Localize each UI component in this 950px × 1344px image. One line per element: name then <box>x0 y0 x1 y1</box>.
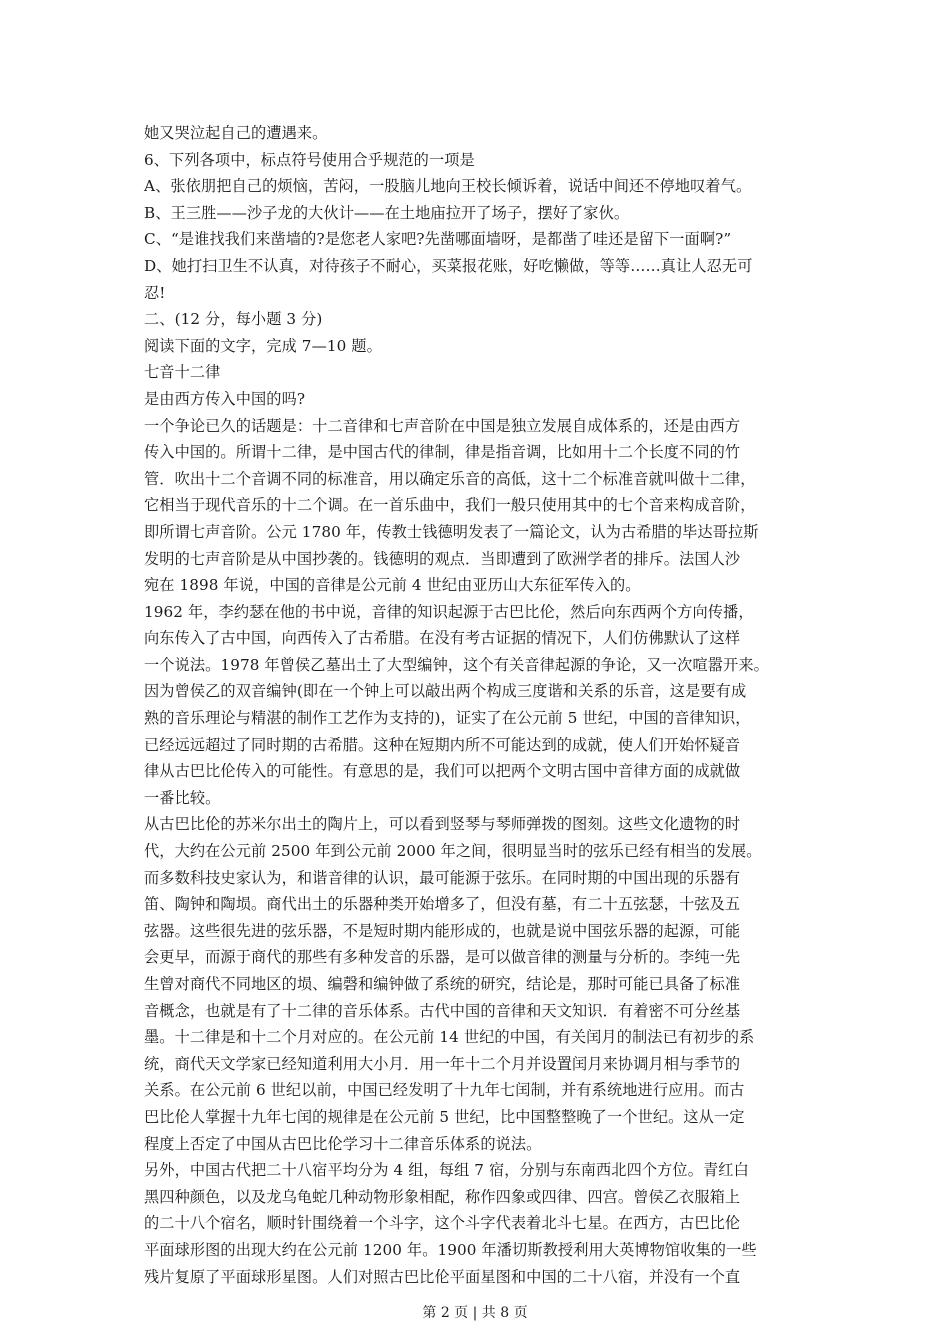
text-line: 二、(12 分，每小题 3 分) <box>144 310 323 329</box>
text-line: 忍! <box>144 283 166 302</box>
text-line: 阅读下面的文字，完成 7—10 题。 <box>144 336 382 355</box>
text-line: 统，商代天文学家已经知道利用大小月．用一年十二个月并设置闰月来协调月相与季节的 <box>144 1054 741 1073</box>
page-footer <box>0 1303 950 1323</box>
text-line: A、张依朋把自己的烦恼，苦闷，一股脑儿地向王校长倾诉着，说话中间还不停地叹着气。 <box>144 177 752 196</box>
text-line: 一番比较。 <box>144 788 221 807</box>
text-line: 程度上否定了中国从古巴比伦学习十二律音乐体系的说法。 <box>144 1134 542 1153</box>
text-line: 1962 年，李约瑟在他的书中说，音律的知识起源于古巴比伦，然后向东西两个方向传播， <box>144 602 754 621</box>
text-line: 黑四种颜色，以及龙乌龟蛇几种动物形象相配，称作四象或四律、四宫。曾侯乙衣服箱上 <box>144 1187 741 1206</box>
text-line: 已经远远超过了同时期的古希腊。这种在短期内所不可能达到的成就，使人们开始怀疑音 <box>144 735 741 754</box>
text-line: 弦器。这些很先进的弦乐器，不是短时期内能形成的，也就是说中国弦乐器的起源，可能 <box>144 921 741 940</box>
document-body <box>144 120 820 1290</box>
text-line: 向东传入了古中国，向西传入了古希腊。在没有考古证据的情况下，人们仿佛默认了这样 <box>144 629 741 648</box>
text-line: 残片复原了平面球形星图。人们对照古巴比伦平面星图和中国的二十八宿，并没有一个直 <box>144 1267 741 1286</box>
text-line: 生曾对商代不同地区的埙、编磬和编钟做了系统的研究，结论是，那时可能已具备了标准 <box>144 975 741 993</box>
text-line: 因为曾侯乙的双音编钟(即在一个钟上可以敲出两个构成三度谐和关系的乐音，这是要有成 <box>144 682 747 701</box>
text-line: 它相当于现代音乐的十二个调。在一首乐曲中，我们一般只使用其中的七个音来构成音阶， <box>144 496 756 515</box>
text-line: 的二十八个宿名，顺时针围绕着一个斗字，这个斗字代表着北斗七星。在西方，古巴比伦 <box>144 1214 741 1233</box>
text-line: 代，大约在公元前 2500 年到公元前 2000 年之间，很明显当时的弦乐已经有相当的发展。 <box>144 842 762 861</box>
text-line: 七音十二律 <box>144 363 221 382</box>
text-line: 一个争论已久的话题是：十二音律和七声音阶在中国是独立发展自成体系的，还是由西方 <box>144 416 741 435</box>
page-number: 第 2 页 | 共 8 页 <box>422 1305 528 1321</box>
text-line: 墨。十二律是和十二个月对应的。在公元前 14 世纪的中国，有关闰月的制法已有初步的系 <box>144 1028 755 1047</box>
text-line: 熟的音乐理论与精湛的制作工艺作为支持的)，证实了在公元前 5 世纪，中国的音律知识， <box>144 709 751 728</box>
text-line: 笛、陶钟和陶埙。商代出土的乐器种类开始增多了，但没有墓，有二十五弦瑟，十弦及五 <box>144 895 741 914</box>
text-line: D、她打扫卫生不认真，对待孩子不耐心，买菜报花账，好吃懒做，等等……真让人忍无可 <box>144 256 753 275</box>
text-line: 平面球形图的出现大约在公元前 1200 年。1900 年潘切斯教授利用大英博物馆收集的一些 <box>144 1240 757 1259</box>
text-line: 一个说法。1978 年曾侯乙墓出土了大型编钟，这个有关音律起源的争论，又一次喧嚣开来。 <box>144 655 769 674</box>
text-line: 另外，中国古代把二十八宿平均分为 4 组，每组 7 宿，分别与东南西北四个方位。青红白 <box>144 1161 749 1180</box>
text-line: 即所谓七声音阶。公元 1780 年，传教士钱德明发表了一篇论文，认为古希腊的毕达哥拉斯 <box>144 522 759 541</box>
text-line: 律从古巴比伦传入的可能性。有意思的是，我们可以把两个文明古国中音律方面的成就做 <box>144 762 741 781</box>
text-line: 传入中国的。所谓十二律，是中国古代的律制，律是指音调，比如用十二个长度不同的竹 <box>144 443 741 462</box>
text-line: 她又哭泣起自己的遭遇来。 <box>144 124 328 142</box>
text-line: 音概念，也就是有了十二律的音乐体系。古代中国的音律和天文知识．有着密不可分丝基 <box>144 1001 741 1020</box>
text-line: 是由西方传入中国的吗? <box>144 389 306 408</box>
text-line: 发明的七声音阶是从中国抄袭的。钱德明的观点．当即遭到了欧洲学者的排斥。法国人沙 <box>144 549 741 568</box>
text-line: B、王三胜——沙子龙的大伙计——在土地庙拉开了场子，摆好了家伙。 <box>144 203 630 222</box>
text-line: 管．吹出十二个音调不同的标准音，用以确定乐音的高低，这十二个标准音就叫做十二律， <box>144 469 756 488</box>
text-line: 而多数科技史家认为，和谐音律的认识，最可能源于弦乐。在同时期的中国出现的乐器有 <box>144 868 741 887</box>
text-line: 关系。在公元前 6 世纪以前，中国已经发明了十九年七闰制，并有系统地进行应用。而古 <box>144 1081 745 1100</box>
text-line: 会更早，而源于商代的那些有多种发音的乐器，是可以做音律的测量与分析的。李纯一先 <box>144 948 741 967</box>
text-line: C、“是谁找我们来凿墙的?是您老人家吧?先凿哪面墙呀，是都凿了哇还是留下一面啊?” <box>144 230 732 249</box>
text-line: 宛在 1898 年说，中国的音律是公元前 4 世纪由亚历山大东征军传入的。 <box>144 576 641 595</box>
text-line: 巴比伦人掌握十九年七闰的规律是在公元前 5 世纪，比中国整整晚了一个世纪。这从一定 <box>144 1107 745 1126</box>
text-line: 6、下列各项中，标点符号使用合乎规范的一项是 <box>144 150 475 169</box>
text-line: 从古巴比伦的苏米尔出土的陶片上，可以看到竖琴与琴师弹拨的图刻。这些文化遗物的时 <box>144 815 741 834</box>
